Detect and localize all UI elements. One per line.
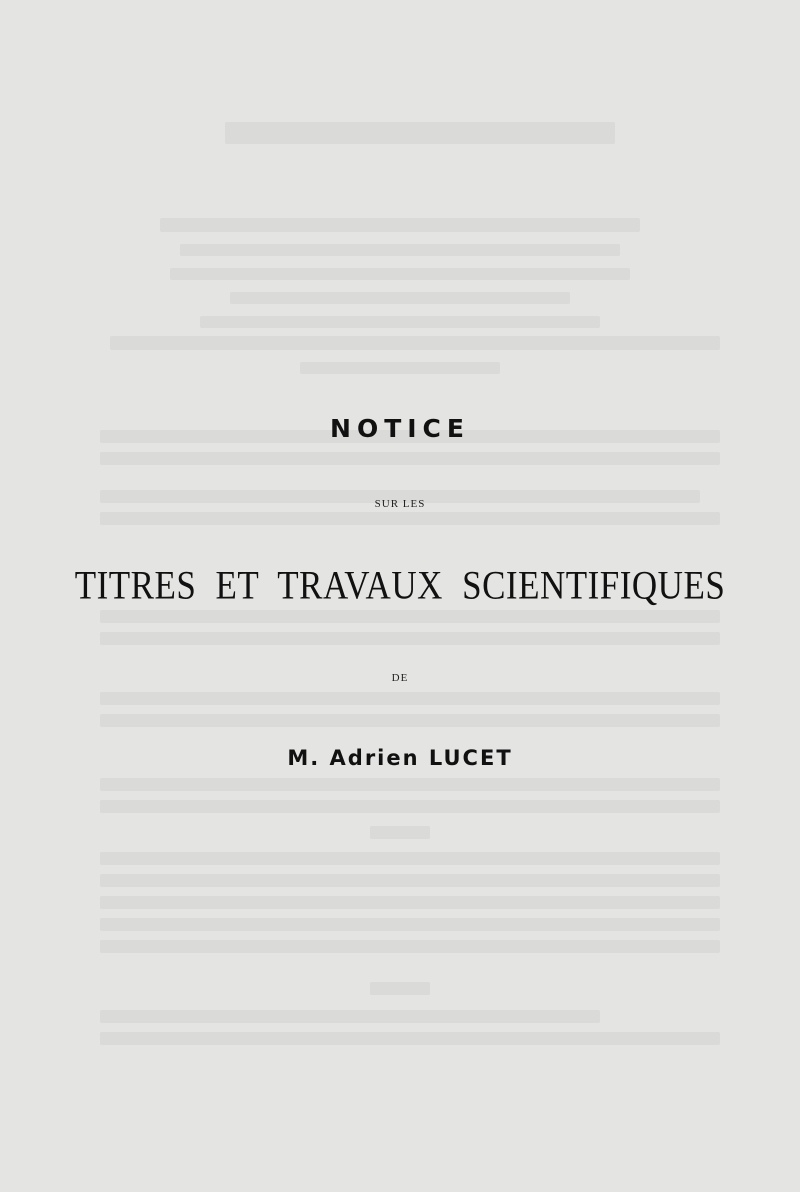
main-title: TITRES ET TRAVAUX SCIENTIFIQUES <box>74 563 726 608</box>
de-text: DE <box>391 672 409 684</box>
author-name: M. Adrien LUCET <box>287 746 513 770</box>
notice-heading: NOTICE <box>330 414 470 443</box>
sur-les-text: SUR LES <box>374 498 426 510</box>
